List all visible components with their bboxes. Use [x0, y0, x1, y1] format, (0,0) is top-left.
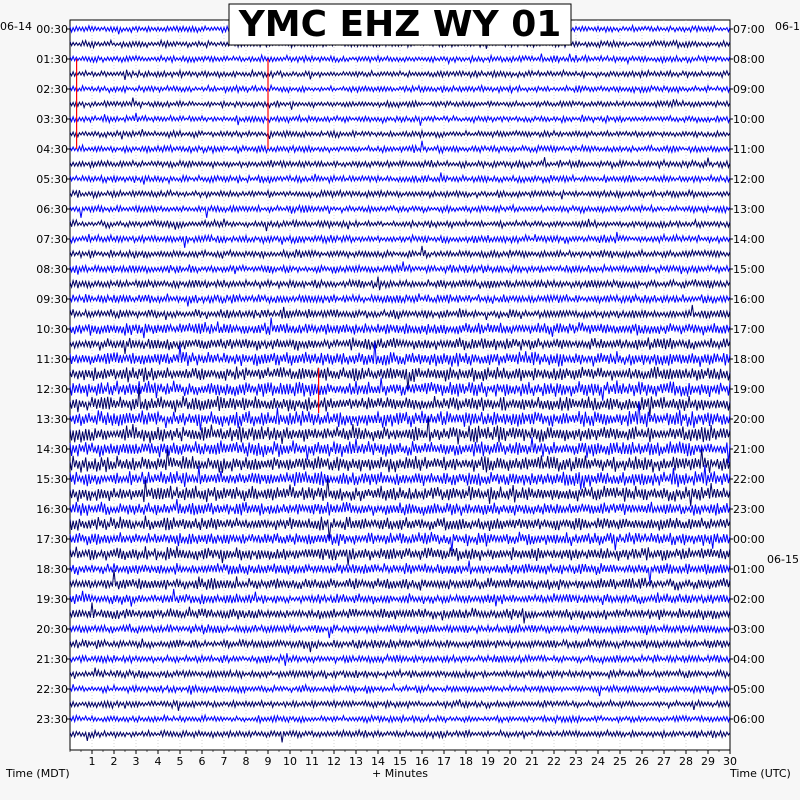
- x-tick-label: 17: [437, 755, 451, 768]
- x-tick-label: 12: [327, 755, 341, 768]
- left-time-label: 19:30: [36, 592, 68, 606]
- x-tick-label: 5: [176, 755, 184, 768]
- right-time-label: 09:00: [733, 82, 765, 96]
- x-tick-label: 29: [701, 755, 715, 768]
- left-time-label: 12:30: [36, 382, 68, 396]
- left-time-label: 08:30: [36, 262, 68, 276]
- x-tick-label: 16: [415, 755, 429, 768]
- x-tick-label: 3: [132, 755, 140, 768]
- left-time-label: 23:30: [36, 712, 68, 726]
- x-tick-label: 19: [481, 755, 495, 768]
- left-time-label: 15:30: [36, 472, 68, 486]
- left-time-label: 09:30: [36, 292, 68, 306]
- right-time-label: 18:00: [733, 352, 765, 366]
- left-time-label: 14:30: [36, 442, 68, 456]
- right-time-label: 17:00: [733, 322, 765, 336]
- right-time-label: 01:00: [733, 562, 765, 576]
- x-tick-label: 21: [525, 755, 539, 768]
- right-time-label: 04:00: [733, 652, 765, 666]
- left-time-label: 00:30: [36, 22, 68, 36]
- right-time-label: 05:00: [733, 682, 765, 696]
- left-time-label: 21:30: [36, 652, 68, 666]
- left-time-label: 02:30: [36, 82, 68, 96]
- right-time-label: 10:00: [733, 112, 765, 126]
- x-tick-label: 11: [305, 755, 319, 768]
- x-tick-label: 8: [242, 755, 250, 768]
- x-tick-label: 4: [154, 755, 162, 768]
- start-date-left: 06-14: [0, 20, 32, 33]
- left-time-label: 03:30: [36, 112, 68, 126]
- left-time-label: 20:30: [36, 622, 68, 636]
- x-tick-label: 26: [635, 755, 649, 768]
- left-time-label: 16:30: [36, 502, 68, 516]
- right-time-label: 20:00: [733, 412, 765, 426]
- x-tick-label: 7: [220, 755, 228, 768]
- right-time-label: 02:00: [733, 592, 765, 606]
- left-time-label: 17:30: [36, 532, 68, 546]
- next-date-right: 06-15: [767, 553, 799, 566]
- x-axis-ticks: [70, 750, 737, 768]
- x-tick-label: 2: [110, 755, 118, 768]
- right-time-label: 21:00: [733, 442, 765, 456]
- right-time-label: 22:00: [733, 472, 765, 486]
- x-tick-label: 22: [547, 755, 561, 768]
- right-time-label: 06:00: [733, 712, 765, 726]
- start-date-right: 06-1: [775, 20, 800, 33]
- x-tick-label: 15: [393, 755, 407, 768]
- right-time-label: 13:00: [733, 202, 765, 216]
- x-axis-label-left: Time (MDT): [6, 767, 70, 780]
- left-time-label: 06:30: [36, 202, 68, 216]
- x-tick-label: 23: [569, 755, 583, 768]
- left-time-label: 04:30: [36, 142, 68, 156]
- left-time-label: 05:30: [36, 172, 68, 186]
- right-time-label: 14:00: [733, 232, 765, 246]
- x-tick-label: 30: [723, 755, 737, 768]
- x-tick-label: 1: [88, 755, 96, 768]
- right-time-label: 15:00: [733, 262, 765, 276]
- x-tick-label: 28: [679, 755, 693, 768]
- x-tick-label: 27: [657, 755, 671, 768]
- left-time-label: 01:30: [36, 52, 68, 66]
- right-time-label: 08:00: [733, 52, 765, 66]
- left-time-labels: [36, 23, 70, 726]
- right-time-label: 16:00: [733, 292, 765, 306]
- left-time-label: 22:30: [36, 682, 68, 696]
- x-tick-label: 24: [591, 755, 605, 768]
- x-tick-label: 14: [371, 755, 385, 768]
- right-time-label: 23:00: [733, 502, 765, 516]
- chart-title: YMC EHZ WY 01: [238, 4, 562, 45]
- right-time-label: 00:00: [733, 532, 765, 546]
- left-time-label: 18:30: [36, 562, 68, 576]
- x-tick-label: 9: [264, 755, 272, 768]
- left-time-label: 13:30: [36, 412, 68, 426]
- right-time-label: 07:00: [733, 22, 765, 36]
- x-tick-label: 13: [349, 755, 363, 768]
- x-axis-label-center: + Minutes: [371, 767, 429, 780]
- x-tick-label: 18: [459, 755, 473, 768]
- x-tick-label: 10: [283, 755, 297, 768]
- x-axis-label-right: Time (UTC): [730, 767, 791, 780]
- x-tick-label: 20: [503, 755, 517, 768]
- right-time-label: 19:00: [733, 382, 765, 396]
- left-time-label: 11:30: [36, 352, 68, 366]
- left-time-label: 10:30: [36, 322, 68, 336]
- right-time-labels: [730, 23, 765, 726]
- right-time-label: 11:00: [733, 142, 765, 156]
- right-time-label: 03:00: [733, 622, 765, 636]
- x-tick-label: 6: [198, 755, 206, 768]
- right-time-label: 12:00: [733, 172, 765, 186]
- left-time-label: 07:30: [36, 232, 68, 246]
- x-tick-label: 25: [613, 755, 627, 768]
